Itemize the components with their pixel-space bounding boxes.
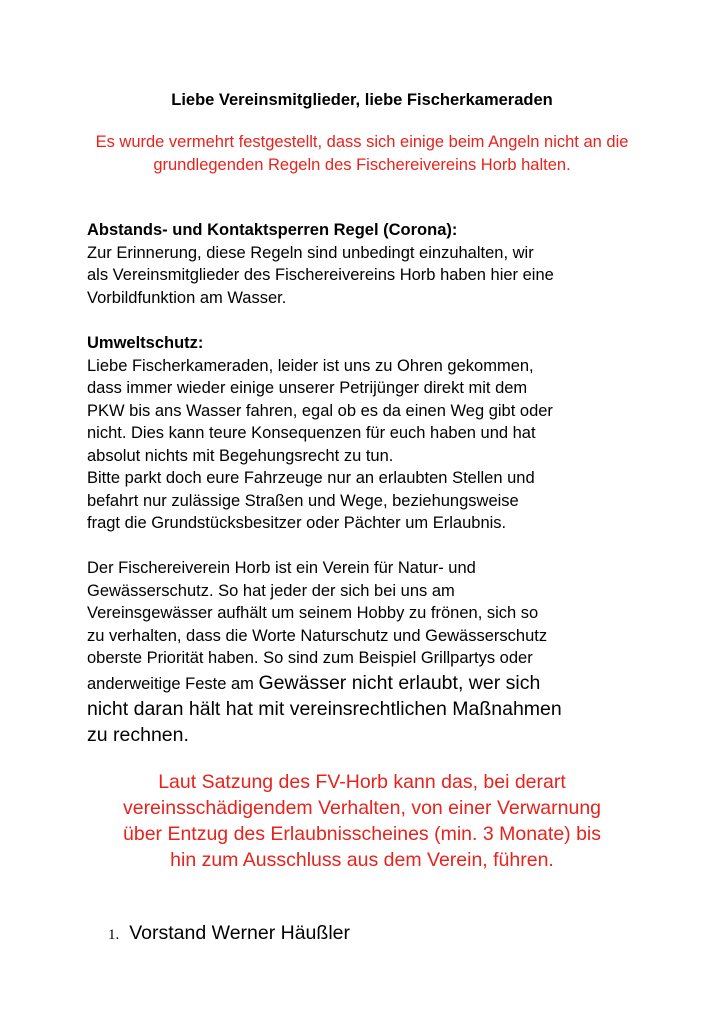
section-corona-heading: Abstands- und Kontaktsperren Regel (Corona): (87, 221, 458, 239)
section-umweltschutz-text: Liebe Fischerkameraden, leider ist uns zu Ohren gekommen, dass immer wieder einige unserer Petrijünger direkt mit dem PKW bis ans Wasser fahren, egal ob es da einen Weg gibt oder nicht. Dies kann teure Konsequenzen für euch haben und hat absolut nichts mit Begehungsrecht zu tun. Bitte parkt doch eure Fahrzeuge nur an erlaubten Stellen und befahrt nur zulässige Straßen und Wege, beziehungsweise fragt die Grundstücksbesitzer oder Pächter um Erlaubnis. (87, 356, 553, 532)
section-umweltschutz (87, 332, 687, 535)
signature-number: 1. (108, 927, 120, 943)
section-corona (87, 219, 687, 309)
section-verein-text: Der Fischereiverein Horb ist ein Verein für Natur- und Gewässerschutz. So hat jeder der sich bei uns am Vereinsgewässer aufhält um seinem Hobby zu frönen, sich so zu verhalten, dass die Worte Naturschutz und Gewässerschutz oberste Priorität haben. So sind zum Beispiel Grillpartys oder anderweitige Feste am (87, 559, 548, 693)
section-umweltschutz-heading: Umweltschutz: (87, 334, 204, 352)
document-title: Liebe Vereinsmitglieder, liebe Fischerkameraden (171, 91, 553, 109)
signature (108, 920, 350, 948)
intro-notice: Es wurde vermehrt festgestellt, dass sich einige beim Angeln nicht an die grundlegenden Regeln des Fischereivereins Horb halten. (95, 133, 629, 174)
section-corona-text: Zur Erinnerung, diese Regeln sind unbedingt einzuhalten, wir als Vereinsmitglieder des Fischereivereins Horb haben hier eine Vorbildfunktion am Wasser. (87, 243, 554, 307)
warning-notice: Laut Satzung des FV-Horb kann das, bei derart vereinsschädigendem Verhalten, von einer Verwarnung über Entzug des Erlaubnisscheines (min. 3 Monate) bis hin zum Ausschluss aus dem Verein, führen. (122, 771, 602, 871)
signature-name: Vorstand Werner Häußler (129, 922, 350, 944)
section-verein (87, 557, 687, 748)
section-verein-text-large: Gewässer nicht erlaubt, wer sich nicht daran hält hat mit vereinsrechtlichen Maßnahmen zu rechnen. (87, 671, 562, 746)
